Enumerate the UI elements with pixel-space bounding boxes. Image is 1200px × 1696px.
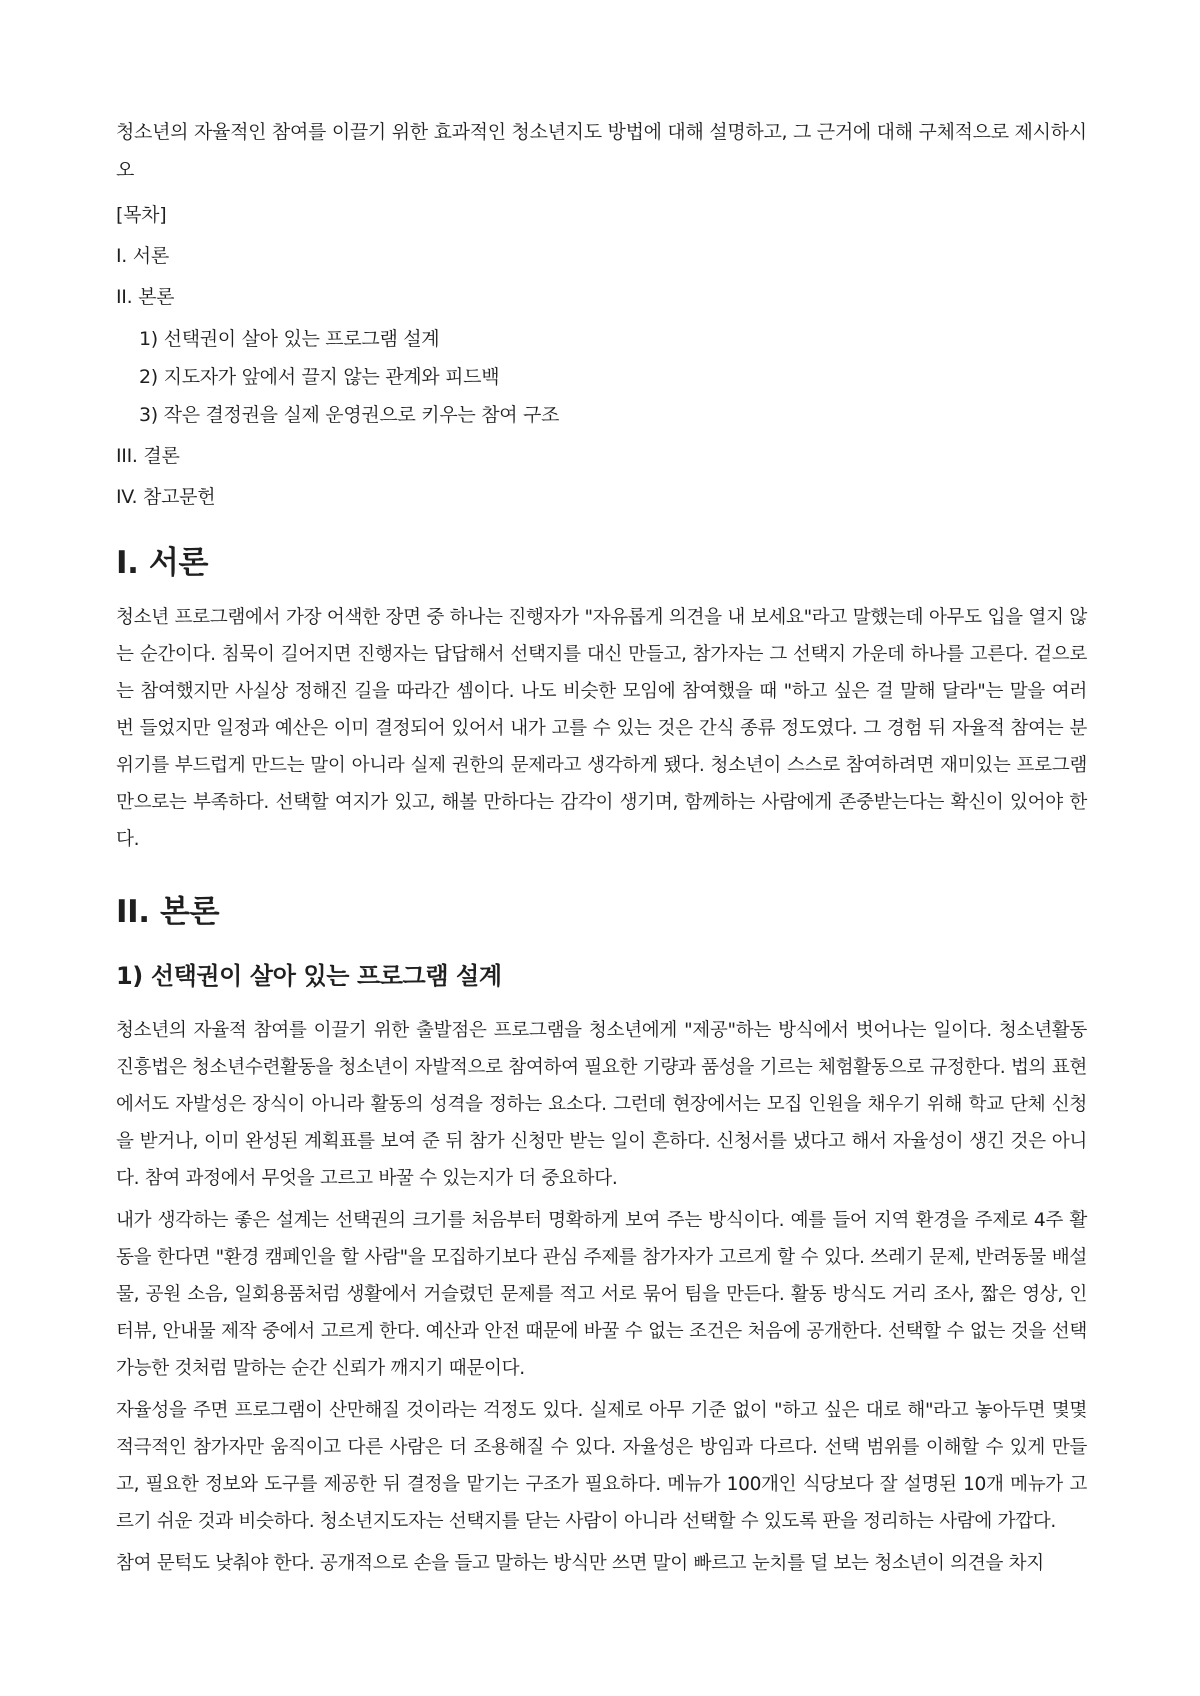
- toc-heading: [목차]: [116, 204, 167, 226]
- section-heading-body: II. 본론: [116, 894, 220, 930]
- assignment-question: 청소년의 자율적인 참여를 이끌기 위한 효과적인 청소년지도 방법에 대해 설명하고, 그 근거에 대해 구체적으로 제시하시오: [116, 121, 1087, 181]
- toc-item-references: IV. 참고문헌: [116, 486, 216, 508]
- toc-item-body-1: 1) 선택권이 살아 있는 프로그램 설계: [139, 328, 440, 350]
- toc-item-introduction: I. 서론: [116, 245, 169, 267]
- body-paragraph: 참여 문턱도 낮춰야 한다. 공개적으로 손을 들고 말하는 방식만 쓰면 말이 빠르고 눈치를 덜 보는 청소년이 의견을 차지: [116, 1553, 1044, 1574]
- subsection-heading-1: 1) 선택권이 살아 있는 프로그램 설계: [116, 962, 502, 990]
- body-paragraph: 내가 생각하는 좋은 설계는 선택권의 크기를 처음부터 명확하게 보여 주는 방식이다. 예를 들어 지역 환경을 주제로 4주 활동을 한다면 "환경 캠페인을 할 사람"을 모집하기보다 관심 주제를 참가자가 고르게 할 수 있다. 쓰레기 문제, 반려동물 배설물, 공원 소음, 일회용품처럼 생활에서 거슬렸던 문제를 적고 서로 묶어 팀을 만든다. 활동 방식도 거리 조사, 짧은 영상, 인터뷰, 안내물 제작 중에서 고르게 한다. 예산과 안전 때문에 바꿀 수 없는 조건은 처음에 공개한다. 선택할 수 없는 것을 선택 가능한 것처럼 말하는 순간 신뢰가 깨지기 때문이다.: [116, 1210, 1087, 1379]
- toc-item-body-2: 2) 지도자가 앞에서 끌지 않는 관계와 피드백: [139, 366, 500, 388]
- introduction-paragraph: 청소년 프로그램에서 가장 어색한 장면 중 하나는 진행자가 "자유롭게 의견을 내 보세요"라고 말했는데 아무도 입을 열지 않는 순간이다. 침묵이 길어지면 진행자는 답답해서 선택지를 대신 만들고, 참가자는 그 선택지 가운데 하나를 고른다. 겉으로는 참여했지만 사실상 정해진 길을 따라간 셈이다. 나도 비슷한 모임에 참여했을 때 "하고 싶은 걸 말해 달라"는 말을 여러 번 들었지만 일정과 예산은 이미 결정되어 있어서 내가 고를 수 있는 것은 간식 종류 정도였다. 그 경험 뒤 자율적 참여는 분위기를 부드럽게 만드는 말이 아니라 실제 권한의 문제라고 생각하게 됐다. 청소년이 스스로 참여하려면 재미있는 프로그램만으로는 부족하다. 선택할 여지가 있고, 해볼 만하다는 감각이 생기며, 함께하는 사람에게 존중받는다는 확신이 있어야 한다.: [116, 607, 1087, 850]
- toc-item-body: II. 본론: [116, 286, 175, 308]
- table-of-contents: [116, 196, 1087, 516]
- toc-item-conclusion: III. 결론: [116, 445, 180, 467]
- section-heading-introduction: I. 서론: [116, 545, 208, 581]
- toc-item-body-3: 3) 작은 결정권을 실제 운영권으로 키우는 참여 구조: [139, 404, 560, 426]
- body-paragraph: 자율성을 주면 프로그램이 산만해질 것이라는 걱정도 있다. 실제로 아무 기준 없이 "하고 싶은 대로 해"라고 놓아두면 몇몇 적극적인 참가자만 움직이고 다른 사람은 더 조용해질 수 있다. 자율성은 방임과 다르다. 선택 범위를 이해할 수 있게 만들고, 필요한 정보와 도구를 제공한 뒤 결정을 맡기는 구조가 필요하다. 메뉴가 100개인 식당보다 잘 설명된 10개 메뉴가 고르기 쉬운 것과 비슷하다. 청소년지도자는 선택지를 닫는 사람이 아니라 선택할 수 있도록 판을 정리하는 사람에 가깝다.: [116, 1400, 1087, 1532]
- body-paragraph: 청소년의 자율적 참여를 이끌기 위한 출발점은 프로그램을 청소년에게 "제공"하는 방식에서 벗어나는 일이다. 청소년활동 진흥법은 청소년수련활동을 청소년이 자발적으로 참여하여 필요한 기량과 품성을 기르는 체험활동으로 규정한다. 법의 표현에서도 자발성은 장식이 아니라 활동의 성격을 정하는 요소다. 그런데 현장에서는 모집 인원을 채우기 위해 학교 단체 신청을 받거나, 이미 완성된 계획표를 보여 준 뒤 참가 신청만 받는 일이 흔하다. 신청서를 냈다고 해서 자율성이 생긴 것은 아니다. 참여 과정에서 무엇을 고르고 바꿀 수 있는지가 더 중요하다.: [116, 1020, 1087, 1189]
